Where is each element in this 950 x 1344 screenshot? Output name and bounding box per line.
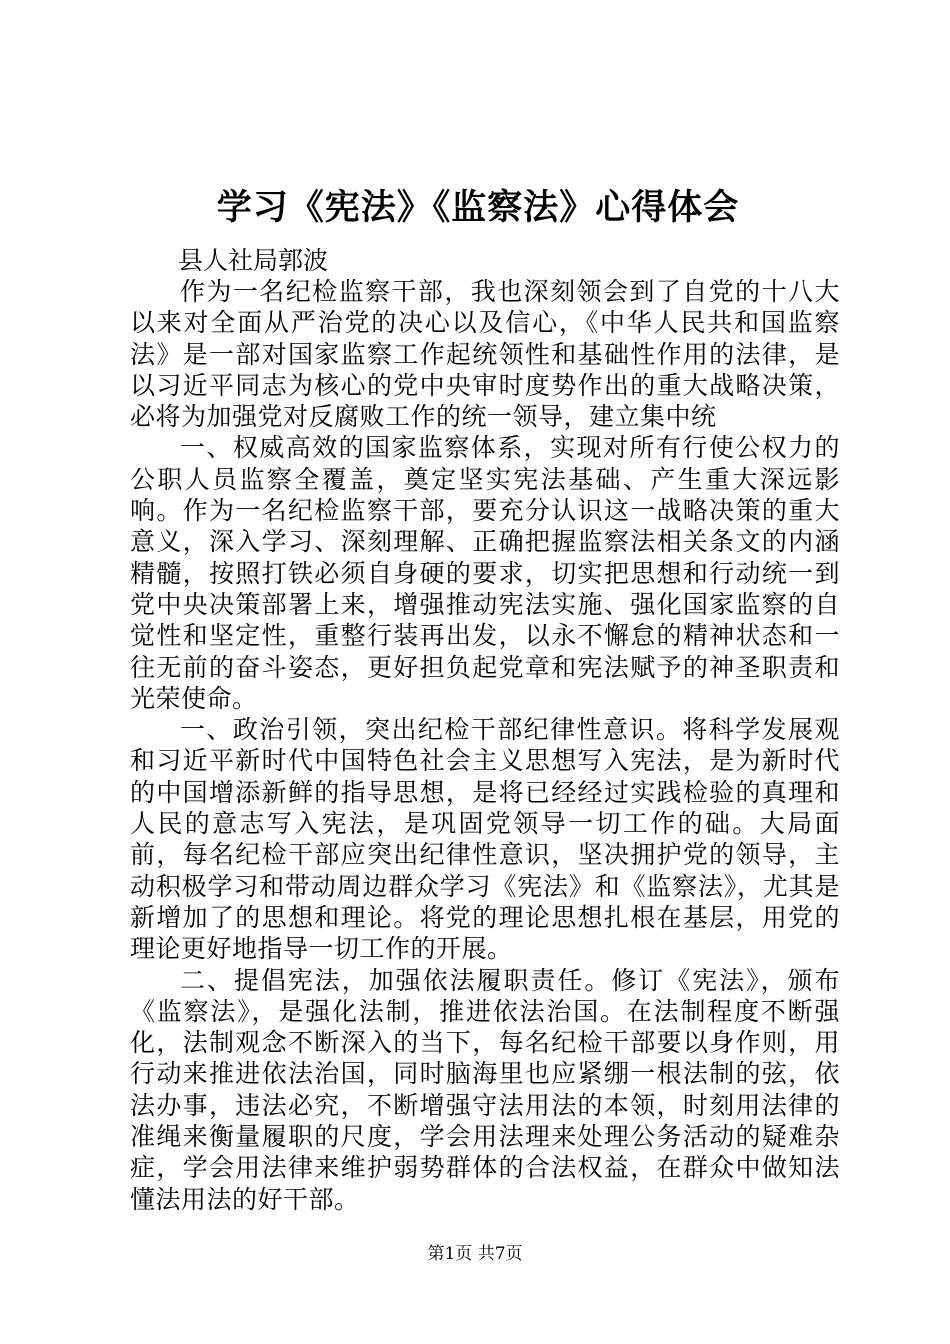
paragraph-2: 一、权威高效的国家监察体系，实现对所有行使公权力的公职人员监察全覆盖，奠定坚实宪法基础、产生重大深远影响。作为一名纪检监察干部，要充分认识这一战略决策的重大意义，深入学习、深刻理解、正确把握监察法相关条文的内涵精髓，按照打铁必须自身硬的要求，切实把思想和行动统一到党中央决策部署上来，增强推动宪法实施、强化国家监察的自觉性和坚定性，重整行装再出发，以永不懈怠的精神状态和一往无前的奋斗姿态，更好担负起党章和宪法赋予的神圣职责和光荣使命。 bbox=[130, 433, 840, 713]
paragraph-3: 一、政治引领，突出纪检干部纪律性意识。将科学发展观和习近平新时代中国特色社会主义思想写入宪法，是为新时代的中国增添新鲜的指导思想，是将已经经过实践检验的真理和人民的意志写入宪法，是巩固党领导一切工作的础。大局面前，每名纪检干部应突出纪律性意识，坚决拥护党的领导，主动积极学习和带动周边群众学习《宪法》和《监察法》，尤其是新增加了的思想和理论。将党的理论思想扎根在基层，用党的理论更好地指导一切工作的开展。 bbox=[130, 715, 840, 964]
document-title: 学习《宪法》《监察法》心得体会 bbox=[216, 187, 740, 228]
paragraph-4: 二、提倡宪法，加强依法履职责任。修订《宪法》，颁布《监察法》，是强化法制，推进依法治国。在法制程度不断强化，法制观念不断深入的当下，每名纪检干部要以身作则，用行动来推进依法治国，同时脑海里也应紧绷一根法制的弦，依法办事，违法必究，不断增强守法用法的本领，时刻用法律的准绳来衡量履职的尺度，学会用法理来处理公务活动的疑难杂症，学会用法律来维护弱势群体的合法权益，在群众中做知法懂法用法的好干部。 bbox=[130, 965, 840, 1214]
paragraph-1: 作为一名纪检监察干部，我也深刻领会到了自党的十八大以来对全面从严治党的决心以及信心，《中华人民共和国监察法》是一部对国家监察工作起统领性和基础性作用的法律，是以习近平同志为核心的党中央审时度势作出的重大战略决策，必将为加强党对反腐败工作的统一领导，建立集中统 bbox=[130, 277, 840, 432]
document-author: 县人社局郭波 bbox=[178, 246, 329, 275]
document-page bbox=[130, 185, 840, 1215]
page-footer: 第1页 共7页 bbox=[427, 1244, 523, 1264]
